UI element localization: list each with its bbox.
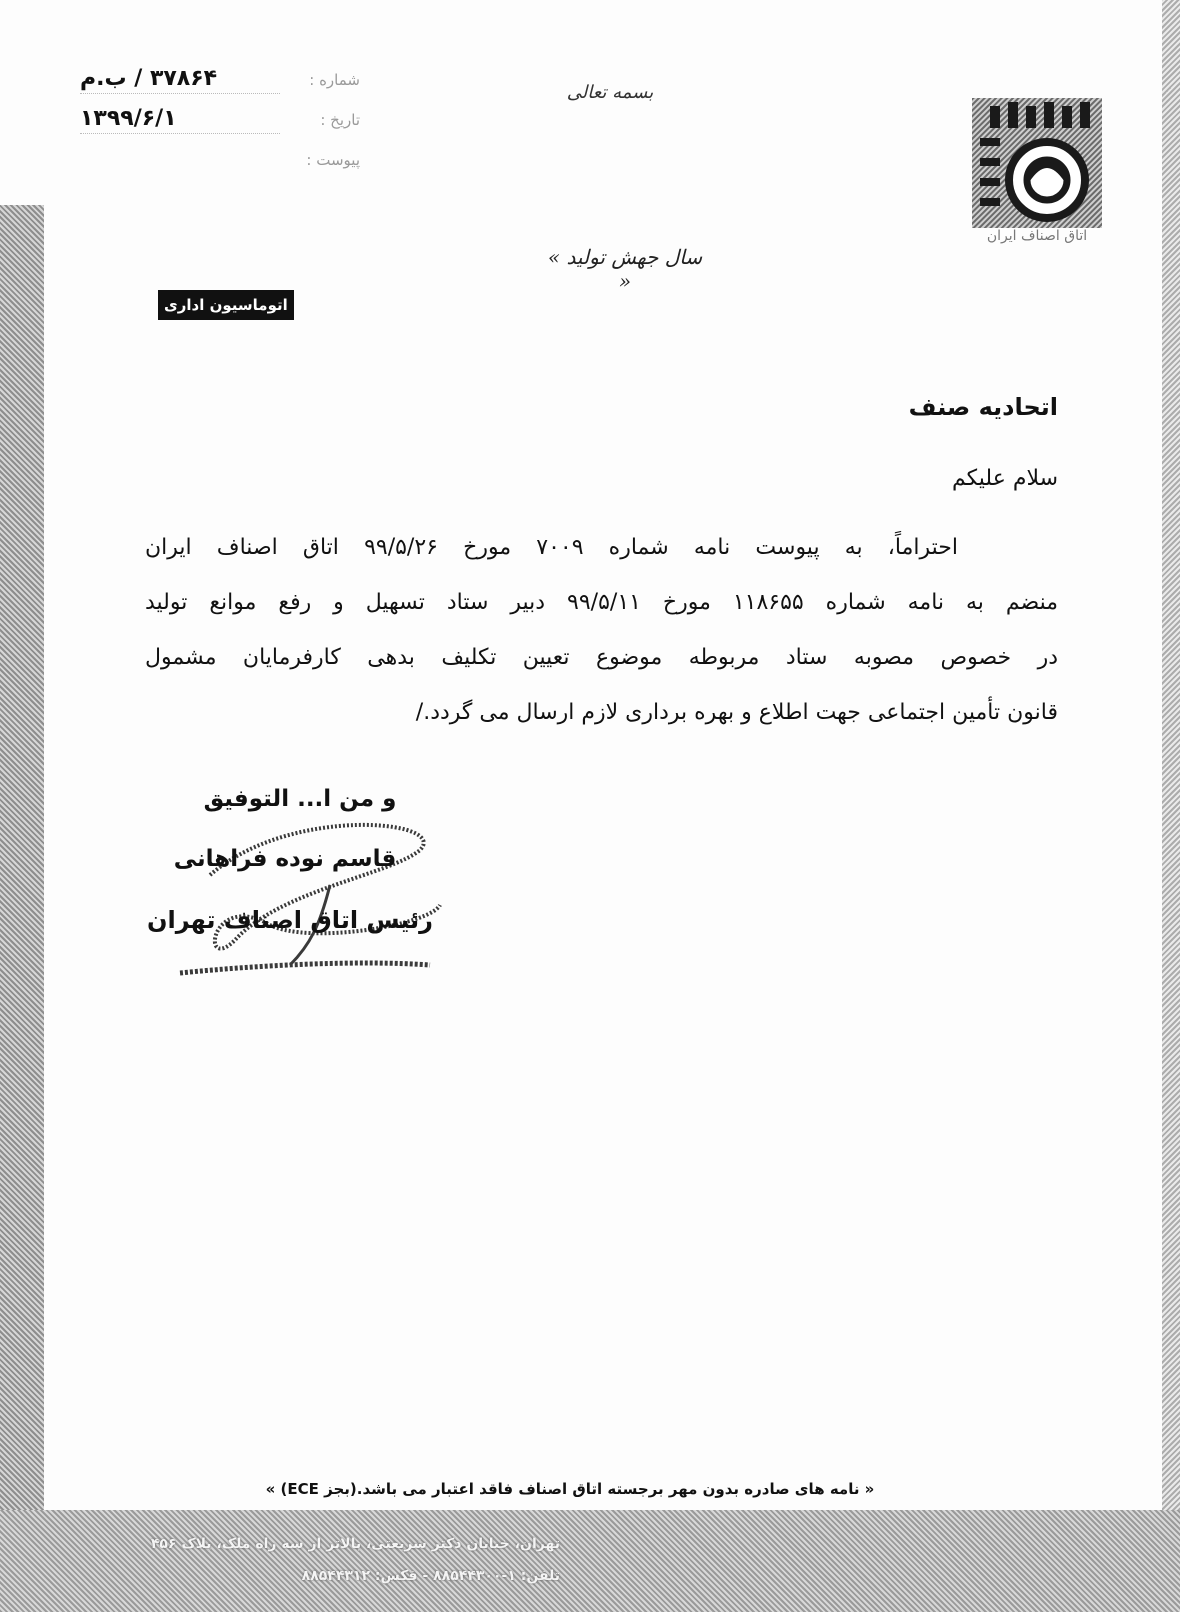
scan-left-edge — [0, 205, 44, 1525]
body-line: منضم به نامه شماره ۱۱۸۶۵۵ مورخ ۹۹/۵/۱۱ دبیر ستاد تسهیل و رفع موانع تولید — [145, 590, 1058, 615]
body-line: در خصوص مصوبه ستاد مربوطه موضوع تعیین تکلیف بدهی کارفرمایان مشمول — [145, 645, 1058, 670]
number-value: ۳۷۸۶۴ / ب.م — [80, 66, 280, 94]
phone-line: تلفن: ۱-۸۸۵۴۴۳۰۰ - فکس: ۸۸۵۴۴۳۱۲ — [301, 1568, 560, 1584]
meta-date-row — [80, 100, 360, 140]
body-line: احتراماً، به پیوست نامه شماره ۷۰۰۹ مورخ ۹۹/۵/۲۶ اتاق اصناف ایران — [145, 535, 958, 560]
validity-note: « نامه های صادره بدون مهر برجسته اتاق اصناف فاقد اعتبار می باشد.(بجز ECE) » — [265, 1480, 875, 1498]
attachment-value — [80, 159, 280, 161]
logo-caption: اتاق اصناف ایران — [986, 228, 1088, 244]
date-label: تاریخ : — [320, 111, 360, 129]
number-label: شماره : — [309, 71, 360, 89]
body-line: قانون تأمین اجتماعی جهت اطلاع و بهره برداری لازم ارسال می گردد./ — [415, 700, 1058, 725]
attachment-label: پیوست : — [306, 151, 360, 169]
bismillah: بسمه تعالی — [566, 82, 654, 103]
year-motto: « سال جهش تولید » — [547, 245, 703, 293]
greeting: سلام علیکم — [951, 466, 1058, 491]
footer-address — [80, 1528, 560, 1592]
letter-body — [145, 520, 1058, 740]
scan-right-edge — [1162, 0, 1180, 1612]
meta-number-row — [80, 60, 360, 100]
department-tag: اتوماسیون اداری — [158, 290, 294, 320]
signatory-name: قاسم نوده فراهانی — [173, 846, 397, 872]
meta-attachment-row — [80, 140, 360, 180]
letter-meta — [80, 60, 360, 180]
closing-phrase: و من ا... التوفیق — [203, 786, 397, 812]
address-line: تهران، خیابان دکتر شریعتی، بالاتر از سه راه ملک، پلاک ۴۵۶ — [150, 1536, 560, 1552]
date-value: ۱۳۹۹/۶/۱ — [80, 106, 280, 134]
addressee: اتحادیه صنف — [908, 393, 1058, 421]
signatory-title: رئیس اتاق اصناف تهران — [147, 906, 433, 934]
